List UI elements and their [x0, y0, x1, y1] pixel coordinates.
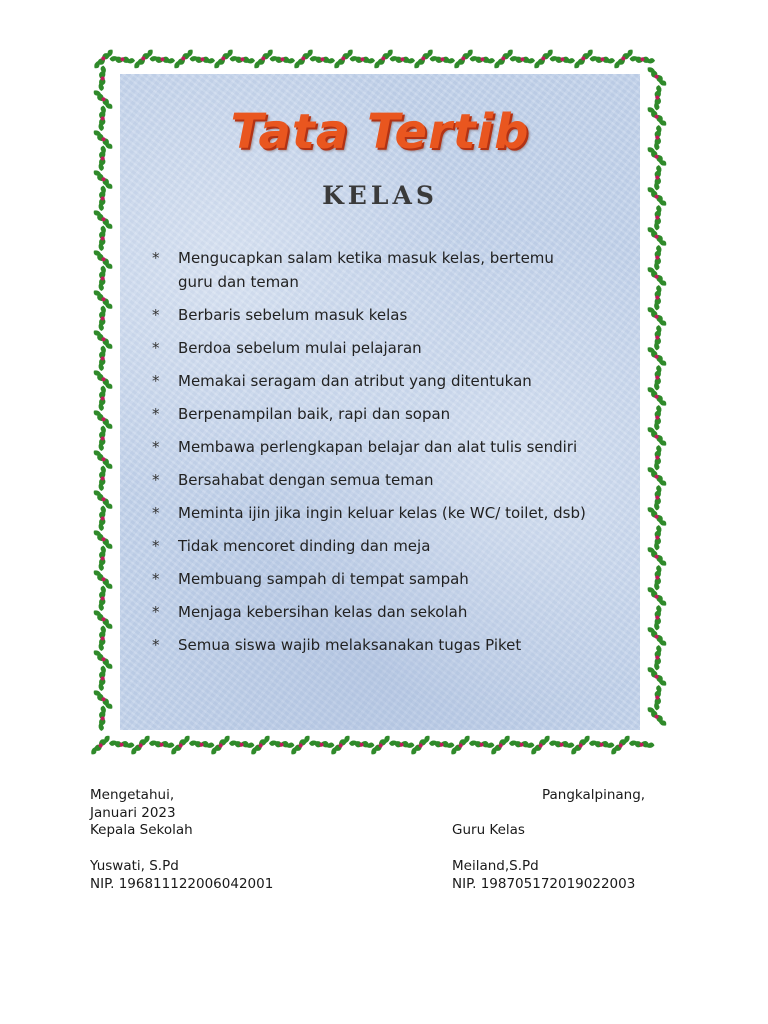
holly-sprig-icon: [647, 404, 668, 431]
holly-sprig-icon: [348, 734, 375, 755]
holly-sprig-icon: [92, 145, 113, 172]
rule-text: Menjaga kebersihan kelas dan sekolah: [178, 603, 468, 621]
holly-sprig-icon: [92, 105, 113, 132]
holly-sprig-icon: [92, 705, 113, 732]
holly-sprig-icon: [389, 49, 416, 70]
principal-name: Yuswati, S.Pd: [90, 858, 179, 874]
rule-item: [148, 501, 588, 525]
holly-sprig-icon: [92, 545, 113, 572]
holly-sprig-icon: [268, 734, 295, 755]
rule-text: Semua siswa wajib melaksanakan tugas Piket: [178, 636, 522, 654]
holly-sprig-icon: [548, 734, 575, 755]
holly-sprig-icon: [92, 65, 113, 92]
rule-text: Membawa perlengkapan belajar dan alat tulis sendiri: [178, 438, 578, 456]
rule-item: [148, 600, 588, 624]
holly-sprig-icon: [349, 49, 376, 70]
rule-text: Tidak mencoret dinding dan meja: [178, 537, 431, 555]
holly-sprig-icon: [647, 164, 668, 191]
bullet-icon: *: [152, 537, 160, 555]
holly-sprig-icon: [92, 385, 113, 412]
holly-sprig-icon: [629, 49, 656, 70]
rule-text: Memakai seragam dan atribut yang ditentukan: [178, 372, 532, 390]
teacher-role: Guru Kelas: [452, 822, 525, 838]
poster-title: Tata Tertib: [230, 104, 530, 160]
holly-sprig-icon: [149, 49, 176, 70]
holly-sprig-icon: [647, 284, 668, 311]
holly-sprig-icon: [92, 425, 113, 452]
bullet-icon: *: [152, 570, 160, 588]
rule-text: Mengucapkan salam ketika masuk kelas, bertemu guru dan teman: [178, 249, 554, 291]
holly-sprig-icon: [269, 49, 296, 70]
holly-sprig-icon: [90, 735, 114, 756]
rule-item: [148, 402, 588, 426]
holly-sprig-icon: [647, 644, 668, 671]
holly-sprig-icon: [469, 49, 496, 70]
holly-sprig-icon: [109, 49, 136, 70]
holly-sprig-icon: [308, 734, 335, 755]
teacher-nip: NIP. 198705172019022003: [452, 876, 636, 892]
rule-item: [148, 534, 588, 558]
holly-sprig-icon: [588, 734, 615, 755]
holly-sprig-icon: [589, 49, 616, 70]
rule-item: [148, 369, 588, 393]
holly-sprig-icon: [647, 124, 668, 151]
rule-text: Meminta ijin jika ingin keluar kelas (ke WC/ toilet, dsb): [178, 504, 586, 522]
rule-text: Berpenampilan baik, rapi dan sopan: [178, 405, 451, 423]
holly-sprig-icon: [309, 49, 336, 70]
holly-sprig-icon: [647, 84, 668, 111]
holly-sprig-icon: [188, 734, 215, 755]
rule-item: [148, 633, 588, 657]
bullet-icon: *: [152, 339, 160, 357]
holly-sprig-icon: [428, 734, 455, 755]
holly-sprig-icon: [647, 604, 668, 631]
rule-text: Bersahabat dengan semua teman: [178, 471, 434, 489]
holly-sprig-icon: [92, 505, 113, 532]
holly-sprig-icon: [92, 665, 113, 692]
holly-sprig-icon: [509, 49, 536, 70]
holly-sprig-icon: [108, 734, 135, 755]
holly-sprig-icon: [228, 734, 255, 755]
holly-sprig-icon: [92, 225, 113, 252]
teacher-name: Meiland,S.Pd: [452, 858, 539, 874]
rules-list: [148, 246, 588, 666]
holly-sprig-icon: [148, 734, 175, 755]
holly-sprig-icon: [92, 465, 113, 492]
holly-sprig-icon: [92, 625, 113, 652]
holly-sprig-icon: [647, 324, 668, 351]
bullet-icon: *: [152, 249, 160, 267]
bullet-icon: *: [152, 405, 160, 423]
rule-item: [148, 567, 588, 591]
rules-poster: [90, 44, 670, 760]
rule-text: Berbaris sebelum masuk kelas: [178, 306, 408, 324]
principal-nip: NIP. 196811122006042001: [90, 876, 274, 892]
holly-sprig-icon: [508, 734, 535, 755]
poster-panel: [120, 74, 640, 730]
rule-item: [148, 246, 588, 294]
rule-item: [148, 336, 588, 360]
holly-sprig-icon: [388, 734, 415, 755]
holly-sprig-icon: [549, 49, 576, 70]
holly-sprig-icon: [647, 364, 668, 391]
place-label: Pangkalpinang,: [542, 787, 646, 803]
rule-text: Berdoa sebelum mulai pelajaran: [178, 339, 422, 357]
rule-item: [148, 303, 588, 327]
bullet-icon: *: [152, 471, 160, 489]
holly-sprig-icon: [92, 305, 113, 332]
holly-sprig-icon: [92, 265, 113, 292]
holly-sprig-icon: [647, 444, 668, 471]
bullet-icon: *: [152, 306, 160, 324]
holly-sprig-icon: [647, 564, 668, 591]
holly-sprig-icon: [92, 585, 113, 612]
bullet-icon: *: [152, 504, 160, 522]
poster-subtitle: KELAS: [322, 181, 438, 210]
holly-sprig-icon: [647, 204, 668, 231]
rule-item: [148, 468, 588, 492]
holly-sprig-icon: [647, 244, 668, 271]
holly-sprig-icon: [92, 345, 113, 372]
holly-sprig-icon: [229, 49, 256, 70]
holly-sprig-icon: [468, 734, 495, 755]
bullet-icon: *: [152, 372, 160, 390]
rule-text: Membuang sampah di tempat sampah: [178, 570, 469, 588]
acknowledged-label: Mengetahui,: [90, 787, 175, 803]
bullet-icon: *: [152, 438, 160, 456]
holly-sprig-icon: [92, 185, 113, 212]
rule-item: [148, 435, 588, 459]
holly-sprig-icon: [647, 684, 668, 711]
holly-sprig-icon: [647, 524, 668, 551]
date-label: Januari 2023: [90, 805, 176, 821]
holly-sprig-icon: [647, 63, 668, 90]
bullet-icon: *: [152, 603, 160, 621]
holly-sprig-icon: [647, 484, 668, 511]
holly-sprig-icon: [429, 49, 456, 70]
principal-role: Kepala Sekolah: [90, 822, 193, 838]
bullet-icon: *: [152, 636, 160, 654]
holly-sprig-icon: [628, 734, 655, 755]
holly-sprig-icon: [189, 49, 216, 70]
